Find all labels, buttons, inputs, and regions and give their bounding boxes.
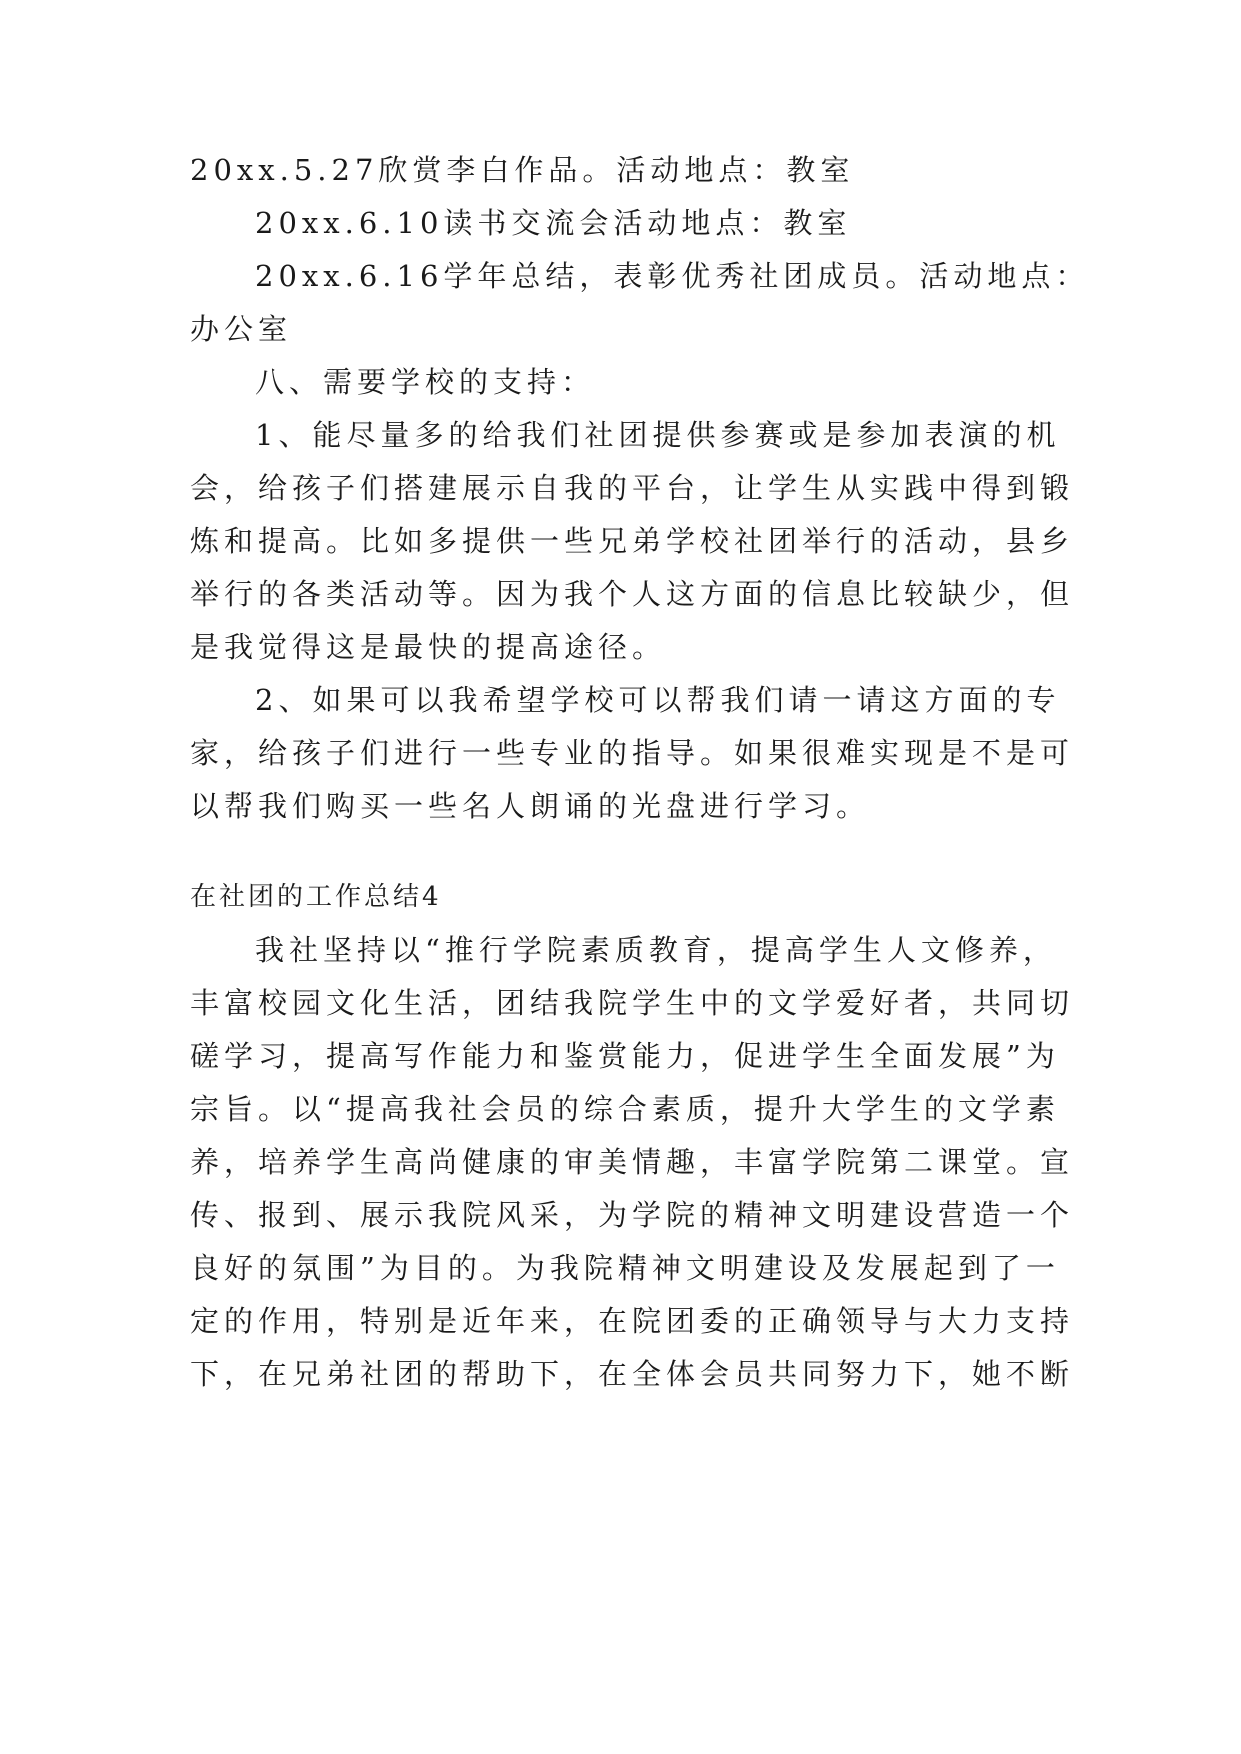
support-point-2-line: 家，给孩子们进行一些专业的指导。如果很难实现是不是可 xyxy=(190,736,1075,770)
summary-paragraph-line: 定的作用，特别是近年来，在院团委的正确领导与大力支持 xyxy=(190,1304,1075,1338)
support-point-1-line: 会，给孩子们搭建展示自我的平台，让学生从实践中得到锻 xyxy=(190,471,1075,505)
support-point-2-line: 2、如果可以我希望学校可以帮我们请一请这方面的专 xyxy=(255,683,1061,717)
schedule-item-0616: 20xx.6.16学年总结，表彰优秀社团成员。活动地点： xyxy=(255,259,1090,293)
support-point-2-line: 以帮我们购买一些名人朗诵的光盘进行学习。 xyxy=(190,789,871,823)
summary-paragraph-line: 养，培养学生高尚健康的审美情趣，丰富学院第二课堂。宣 xyxy=(190,1145,1075,1179)
summary-paragraph-line: 良好的氛围”为目的。为我院精神文明建设及发展起到了一 xyxy=(190,1251,1060,1285)
support-point-1-line: 炼和提高。比如多提供一些兄弟学校社团举行的活动，县乡 xyxy=(190,524,1075,558)
summary-paragraph-line: 宗旨。以“提高我社会员的综合素质，提升大学生的文学素 xyxy=(190,1092,1060,1126)
summary-paragraph-line: 磋学习，提高写作能力和鉴赏能力，促进学生全面发展”为 xyxy=(190,1039,1060,1073)
summary-paragraph-line: 下，在兄弟社团的帮助下，在全体会员共同努力下，她不断 xyxy=(190,1357,1075,1391)
summary-paragraph-line: 丰富校园文化生活，团结我院学生中的文学爱好者，共同切 xyxy=(190,986,1075,1020)
support-point-1-line: 1、能尽量多的给我们社团提供参赛或是参加表演的机 xyxy=(255,418,1061,452)
schedule-item-0610: 20xx.6.10读书交流会活动地点：教室 xyxy=(255,206,852,240)
summary-paragraph-line: 我社坚持以“推行学院素质教育，提高学生人文修养， xyxy=(255,933,1057,967)
support-point-1-line: 举行的各类活动等。因为我个人这方面的信息比较缺少，但 xyxy=(190,577,1075,611)
section-title: 在社团的工作总结4 xyxy=(190,882,442,912)
summary-paragraph-line: 传、报到、展示我院风采，为学院的精神文明建设营造一个 xyxy=(190,1198,1075,1232)
schedule-item-0616-continued: 办公室 xyxy=(190,312,293,346)
support-heading: 八、需要学校的支持： xyxy=(255,365,596,399)
support-point-1-line: 是我觉得这是最快的提高途径。 xyxy=(190,630,667,664)
schedule-item-0527: 20xx.5.27欣赏李白作品。活动地点：教室 xyxy=(190,153,855,187)
